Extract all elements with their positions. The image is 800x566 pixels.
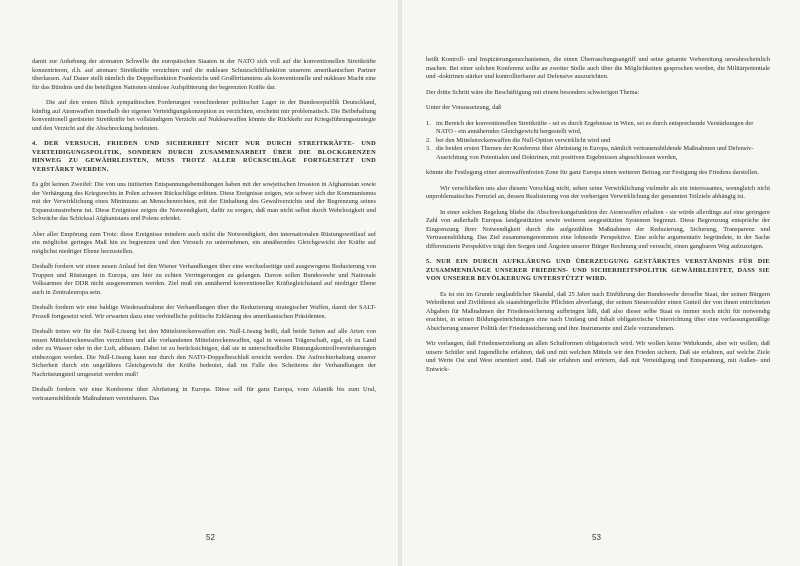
paragraph: Deshalb fordern wir eine baldige Wiederaufnahme der Verhandlungen über die Reduzierung strategischer Waffen, damit der SALT-Prozeß fortgesetzt wird. Wir erwarten dazu eine verbindliche politische Erklärung des amerikanischen Präsidenten. [32,304,376,320]
list-item [426,120,770,137]
list-text: bei den Mittelstreckenwaffen die Null-Option verwirklicht wird und [436,136,611,144]
list-item [426,137,770,146]
right-page [400,0,800,566]
paragraph: Die auf den ersten Blick sympathischen Forderungen verschiedener politischer Lager in der Bundesrepublik Deutschland, künftig auf Atomwaffen innerhalb der eigenen Verteidigungskonzeption zu verzichten, erscheint mir problematisch. Die Beibehaltung konventionell gerüsteter Streitkräfte bei vollständigem Verzicht auf Nuklearwaffen könnte die Rückkehr zur Kriegsführungsstrategie und den Verzicht auf die Abschreckung bedeuten. [32,99,376,132]
list-number: 3. [426,145,431,152]
paragraph: Aber aller Empörung zum Trotz: diese Ereignisse mindern auch nicht die Notwendigkeit, den internationalen Rüstungswettlauf auf ein möglichst geringes Maß hin zu begrenzen und den Versuch zu unternehmen, ein annäherndes Gleichgewicht der Kräfte auf möglichst niedriger Ebene herzustellen. [32,230,376,255]
page-number: 53 [592,533,601,542]
paragraph: Der dritte Schritt wäre die Beschäftigung mit einem besonders schwierigen Thema: [426,88,640,96]
paragraph: Deshalb fordern wir einen neuen Anlauf bei den Wiener Verhandlungen über eine wechselseitige und ausgewogene Reduzierung von Truppen und Rüstungen in Europa, um hier zu echten Verringerungen zu gelangen. Davon sollen Bundeswehr und Nationale Volksarmee der DDR nicht ausgenommen werden. Ziel muß ein annähernd konventioneller Kräftegleichstand auf niedriger Ebene auch in Zentraleuropa sein. [32,263,376,296]
list-number: 2. [426,136,431,144]
paragraph: Deshalb fordern wir eine Konferenz über Abrüstung in Europa. Diese soll für ganz Europa, vom Atlantik bis zum Ural, vertrauensbildende Maßnahmen vereinbaren. Das [32,386,376,402]
paragraph: Wir verlangen, daß Friedenserziehung an allen Schulformen obligatorisch wird. Wir wollen keine Wehrkunde, aber wir wollen, daß unsere Schüler und Jugendliche erfahren, daß und mit welchen Mitteln wir den Frieden sichern. Daß sie erfahren, auf welche Ziele und Werte Ost und West orientiert sind. Daß sie erfahren und erörtern, daß mit Verteidigung und Entspannung, mit Außen- und Entwick- [426,340,770,373]
paragraph: Es gibt keinen Zweifel: Die von uns initiierten Entspannungsbemühungen haben mit der sowjetischen Invasion in Afghanistan sowie der Verhängung des Kriegsrechts in Polen schwere Rückschläge erlitten. Diese Ereignisse zeigen, wie schwer sich der Kommunismus mit der Verwirklichung eines Minimums an Menschenrechten, mit der Einhaltung des Gewaltverzichts und der Begrenzung seines Expansionsstrebens tut. Diese Ereignisse zeigen die Notwendigkeit, dafür zu sorgen, daß man nicht selbst durch Wehrlosigkeit und Schwäche das Schicksal Afghanistans und Polens erleidet. [32,181,376,222]
paragraph: Unter der Voraussetzung, daß [426,104,502,111]
paragraph: könnte die Festlegung einer atomwaffenfreien Zone für ganz Europa einen weiteren Beitrag zur Festigung des Friedens darstellen. [426,169,759,176]
paragraph: Wir verschließen uns also diesem Vorschlag nicht, sehen seine Verwirklichung vielmehr als ein interessantes, wenngleich nicht unproblematisches Fernziel an, dessen Realisierung von der vorherigen Verwirklichung der genannten Teilziele abhängig ist. [426,184,770,200]
conditions-list [426,120,770,163]
paragraph: Es ist ein im Grunde unglaublicher Skandal, daß 25 Jahre nach Einführung der Bundeswehr derselbe Staat, der seinen Bürgern Wehrdienst und Zivildienst als staatsbürgerliche Pflichten abverlangt, der seinen Steuerzahler einen Gutteil der von ihnen entrichteten Abgaben für Maßnahmen der Friedenssicherung aufbringen läßt, daß also dieser selbe Staat es immer noch nicht für notwendig erachtet, in seinen Bildungseinrichtungen eine nach Umfang und Inhalt obligatorische Unterrichtung über eine verfassungsmäßige Absicherung unserer Politik der Friedenssicherung und ihre Instrumente und Ziele vorzunehmen. [426,290,770,332]
section-heading: 5. NUR EIN DURCH AUFKLÄRUNG UND ÜBERZEUGUNG GESTÄRKTES VERSTÄNDNIS FÜR DIE ZUSAMMENHÄNGE UNSERER FRIEDENS- UND SICHERHEITSPOLITIK GEWÄHRLEISTET, DASS SIE VON UNSERER BEVÖLKERUNG UNTERSTÜTZT WIRD. [426,258,770,282]
page-number: 52 [206,533,215,542]
paragraph: heißt Kontroll- und Inspizierungsmechanismen, die einen Überraschungsangriff und seine getarnte Vorbereitung unwahrscheinlich machen. Bei einer solchen Konferenz sollte an zweiter Stelle auch über die Möglichkeiten gesprochen werden, die Militärpotentiale und -doktrinen stärker und kontrollierbarer auf Defensive auszurichten. [426,56,770,80]
list-number: 1. [426,119,431,127]
list-text: im Bereich der konventionellen Streitkräfte - sei es durch Ergebnisse in Wien, sei es durch entsprechende Verstärkungen der NATO - ein annäherndes Gleichgewicht hergestellt wird, [436,119,754,135]
paragraph: Deshalb treten wir für die Null-Lösung bei den Mittelstreckenwaffen ein. Null-Lösung heißt, daß beide Seiten auf alle Arten von neuen Mittelstreckenwaffen verzichten und alle vorhandenen Mittelstreckenwaffen, egal in wessen Trägerschaft, egal, ob zu Land oder zu Wasser oder in der Luft, abbauen. Dabei ist zu berücksichtigen, daß sie in unterschiedliche Rüstungskontrollvereinbarungen einbezogen werden. Die Null-Lösung kann nur durch den NATO-Doppelbeschluß erreicht werden. Die Aufrechterhaltung unserer Sicherheit durch ein ungefähres Gleichgewicht der Kräfte bedeutet, daß im Falle des Scheiterns der Verhandlungen der Nachrüstungsteil umgesetzt werden muß! [32,328,376,378]
list-item [426,145,770,162]
paragraph: damit zur Anhebung der atomaren Schwelle die europäischen Staaten in der NATO sich voll auf die konventionellen Streitkräfte konzentrieren, d.h. auf atomare Streitkräfte verzichten und die nukleare Schutzschildfunktion unserem amerikanischen Partner überlassen. Auf Dauer stellt nämlich die Doppelfunktion Frankreichs und Großbritanniens als konventionelle und nukleare Macht eine für das Bündnis und die beteiligten Nationen sinnlose Aufsplitterung der begrenzten Kräfte dar. [32,58,376,91]
section-heading: 4. DER VERSUCH, FRIEDEN UND SICHERHEIT NICHT NUR DURCH STREITKRÄFTE- UND VERTEIDIGUNGSPOLITIK, SONDERN DURCH ZUSAMMENARBEIT ÜBER DIE BLOCKGRENZEN HINWEG ZU GEWÄHRLEISTEN, MUSS TROTZ ALLER RÜCKSCHLÄGE FORTGESETZT UND VERSTÄRKT WERDEN. [32,140,376,173]
list-text: die beiden ersten Themen der Konferenz über Abrüstung in Europa, nämlich vertrauensbildende Maßnahmen und Defensiv-Ausrichtung von Potentialen und Doktrinen, mit positiven Ergebnissen abgeschlossen werden, [436,145,754,161]
paragraph: In einer solchen Regelung bliebe die Abschreckungsfunktion der Atomwaffen erhalten - sie würde allerdings auf eine geringere Zahl von außerhalb Europas landgestützten sowie weiteren seegestützten Systemen begrenzt. Diese Begrenzung entspräche der Eingrenzung ihrer Notwendigkeit durch die aufgezählten Maßnahmen der Reduzierung, Sicherung, Transparenz und Vertrauensbildung. Das Ziel zusammengenommen eine lohnende Perspektive. Eine solche argumentativ begründete, in der Sache differenzierte Perspektive trägt den Sorgen und Ängsten unserer Bürger Rechnung und versucht, einen gangbaren Weg aufzuzeigen. [426,208,770,250]
